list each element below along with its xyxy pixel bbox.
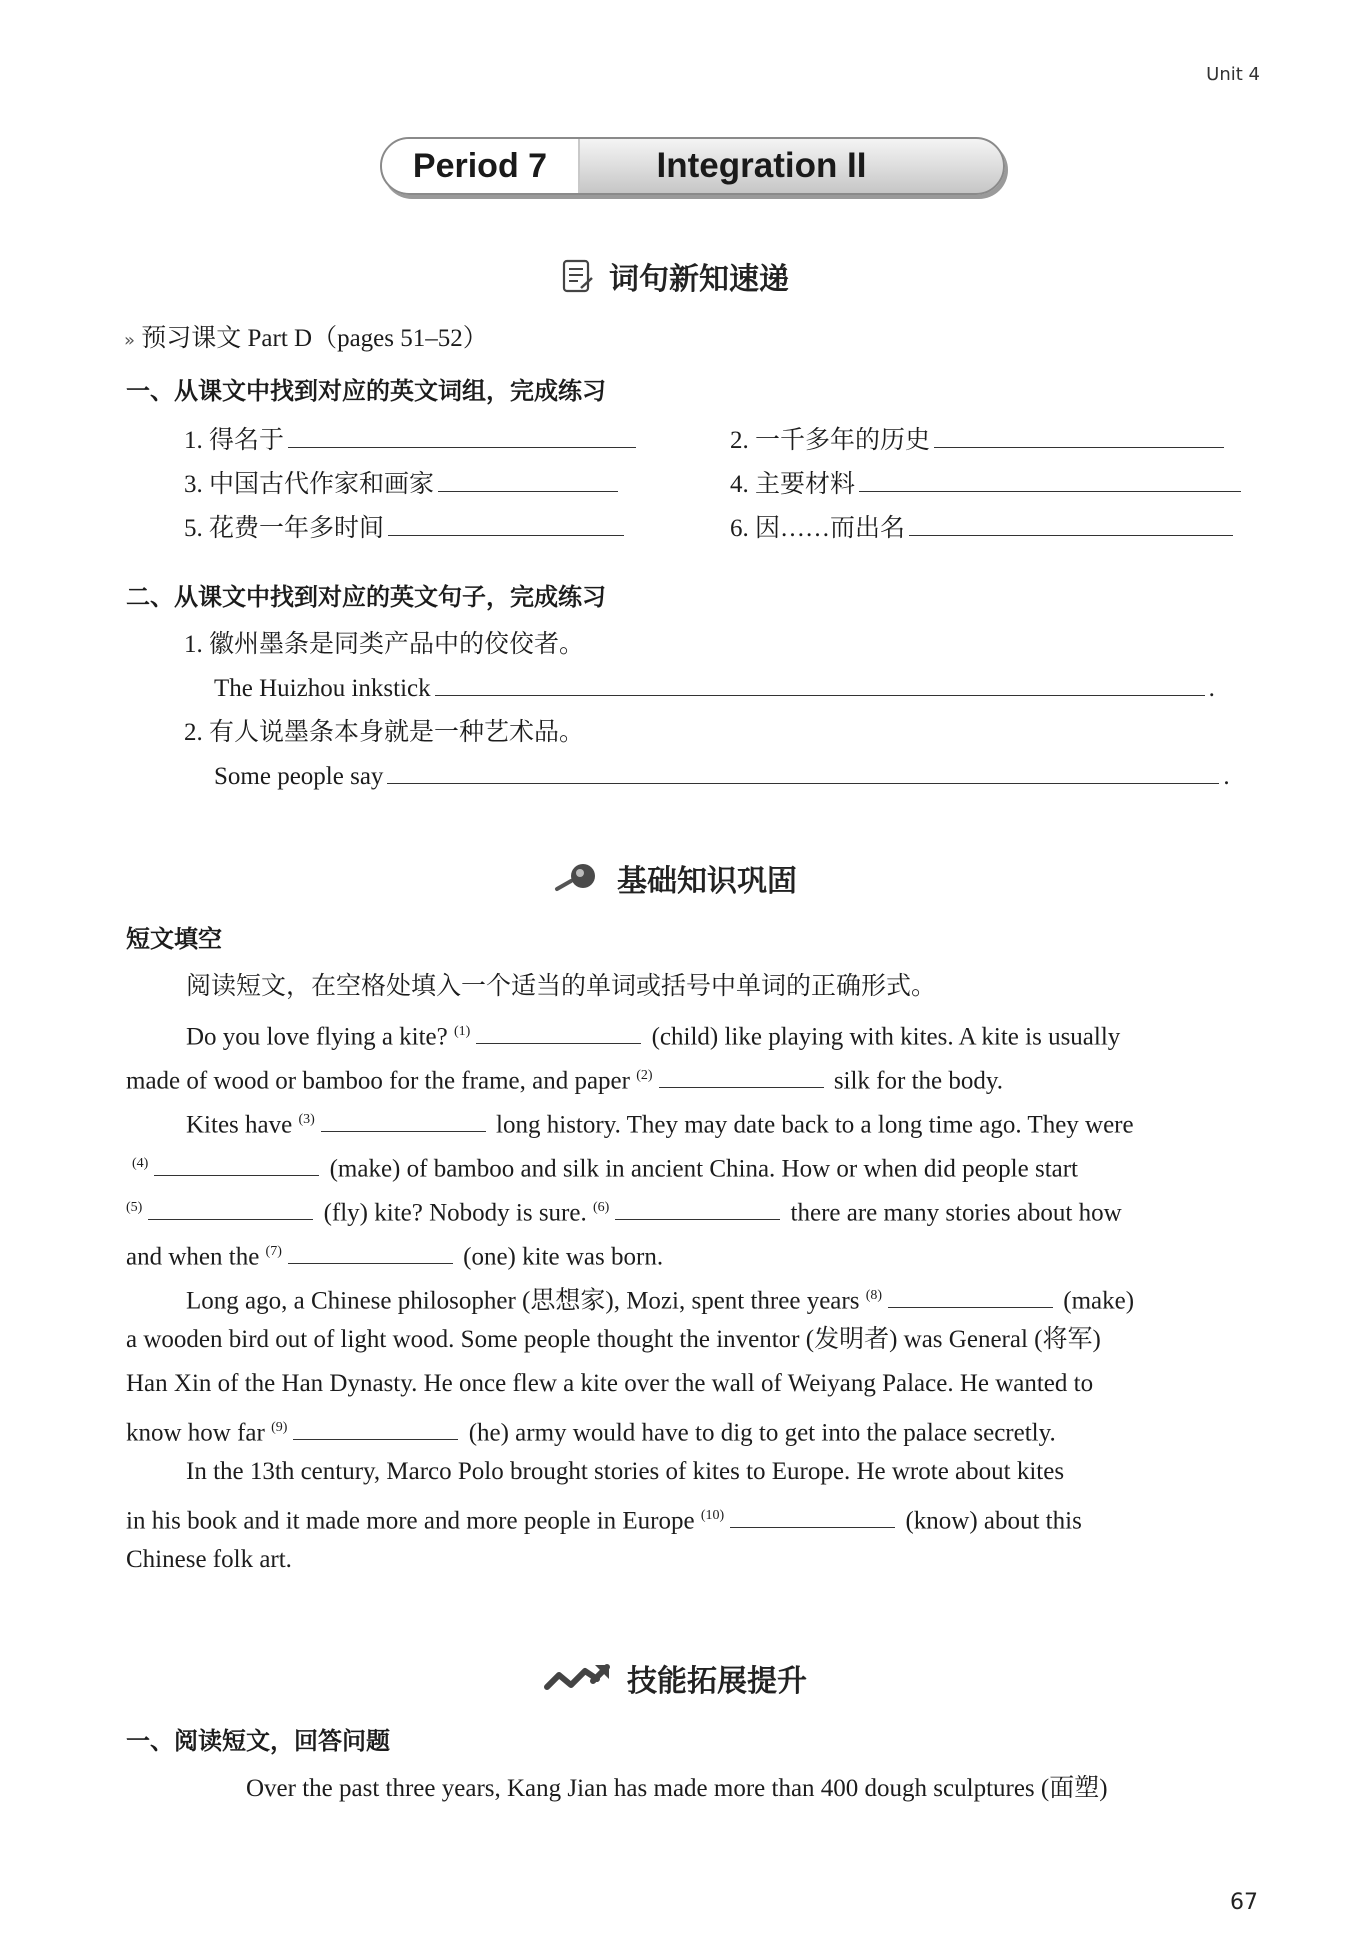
cloze-subtitle: 短文填空: [126, 925, 222, 953]
reading-title: 一、阅读短文，回答问题: [126, 1727, 390, 1755]
vocab-item-4: 4. 主要材料: [730, 468, 1245, 502]
trend-arrow-icon: [543, 1661, 613, 1695]
section-heading-vocab: [0, 254, 1350, 298]
passage-line: Long ago, a Chinese philosopher (思想家), Mozi, spent three years $^{(8)}$ (make): [186, 1279, 1134, 1318]
answer-blank[interactable]: [909, 512, 1233, 536]
vocab-item-2: 2. 一千多年的历史: [730, 424, 1228, 458]
answer-blank[interactable]: [288, 424, 636, 448]
preview-line: » 预习课文 Part D（pages 51–52）: [124, 325, 488, 352]
answer-blank[interactable]: [293, 1416, 458, 1440]
passage-line: made of wood or bamboo for the frame, and paper $^{(2)}$ silk for the body.: [126, 1059, 1003, 1098]
vocab-item-3: 3. 中国古代作家和画家: [184, 468, 622, 502]
answer-blank[interactable]: [154, 1152, 319, 1176]
answer-blank[interactable]: [435, 672, 1205, 696]
magnifier-icon: [553, 861, 603, 895]
sentence-2-cn: 2. 有人说墨条本身就是一种艺术品。: [184, 719, 585, 746]
part1-title: 一、从课文中找到对应的英文词组，完成练习: [126, 377, 606, 405]
answer-blank[interactable]: [859, 468, 1241, 492]
passage-line: $^{(4)}$ (make) of bamboo and silk in ancient China. How or when did people start: [132, 1147, 1078, 1186]
passage-line: In the 13th century, Marco Polo brought stories of kites to Europe. He wrote about kites: [186, 1458, 1065, 1485]
vocab-item-6: 6. 因……而出名: [730, 512, 1237, 546]
reading-line: Over the past three years, Kang Jian has made more than 400 dough sculptures (面塑): [246, 1775, 1108, 1802]
vocab-item-5: 5. 花费一年多时间: [184, 512, 628, 546]
section-title: 基础知识巩固: [617, 864, 797, 899]
period-number: Period 7: [382, 139, 580, 193]
sentence-2-en: Some people say .: [214, 760, 1230, 794]
cloze-instruction: 阅读短文，在空格处填入一个适当的单词或括号中单词的正确形式。: [186, 973, 937, 1000]
answer-blank[interactable]: [934, 424, 1224, 448]
double-chevron-icon: »: [124, 330, 136, 351]
answer-blank[interactable]: [476, 1020, 641, 1044]
part2-title: 二、从课文中找到对应的英文句子，完成练习: [126, 583, 606, 611]
sentence-1-cn: 1. 徽州墨条是同类产品中的佼佼者。: [184, 631, 585, 658]
section-title: 词句新知速递: [609, 262, 789, 297]
answer-blank[interactable]: [438, 468, 618, 492]
answer-blank[interactable]: [730, 1504, 895, 1528]
page-number: 67: [1230, 1890, 1258, 1915]
vocab-item-1: 1. 得名于: [184, 424, 640, 458]
passage-line: and when the $^{(7)}$ (one) kite was born.: [126, 1235, 663, 1274]
answer-blank[interactable]: [148, 1196, 313, 1220]
passage-line: Chinese folk art.: [126, 1546, 292, 1573]
answer-blank[interactable]: [288, 1240, 453, 1264]
notebook-icon: [561, 258, 595, 294]
answer-blank[interactable]: [321, 1108, 486, 1132]
sentence-1-en: The Huizhou inkstick .: [214, 672, 1215, 706]
passage-line: Do you love flying a kite? $^{(1)}$ (child) like playing with kites. A kite is usually: [186, 1015, 1120, 1054]
period-title: Integration II: [656, 146, 867, 185]
passage-line: know how far $^{(9)}$ (he) army would have to dig to get into the palace secretly.: [126, 1411, 1056, 1450]
answer-blank[interactable]: [659, 1064, 824, 1088]
passage-line: Kites have $^{(3)}$ long history. They may date back to a long time ago. They were: [186, 1103, 1134, 1142]
answer-blank[interactable]: [888, 1284, 1053, 1308]
period-banner: [380, 137, 1005, 195]
passage-line: a wooden bird out of light wood. Some people thought the inventor (发明者) was General (将军): [126, 1326, 1101, 1353]
unit-label: Unit 4: [1206, 64, 1260, 85]
passage-line: $^{(5)}$ (fly) kite? Nobody is sure. $^{(6)}$ there are many stories about how: [126, 1191, 1122, 1230]
passage-line: Han Xin of the Han Dynasty. He once flew a kite over the wall of Weiyang Palace. He wanted to: [126, 1370, 1094, 1397]
section-title: 技能拓展提升: [627, 1664, 807, 1699]
answer-blank[interactable]: [388, 512, 624, 536]
passage-line: in his book and it made more and more people in Europe $^{(10)}$ (know) about this: [126, 1499, 1082, 1538]
answer-blank[interactable]: [387, 760, 1219, 784]
section-heading-skills: [0, 1656, 1350, 1700]
section-heading-basics: [0, 856, 1350, 900]
answer-blank[interactable]: [615, 1196, 780, 1220]
